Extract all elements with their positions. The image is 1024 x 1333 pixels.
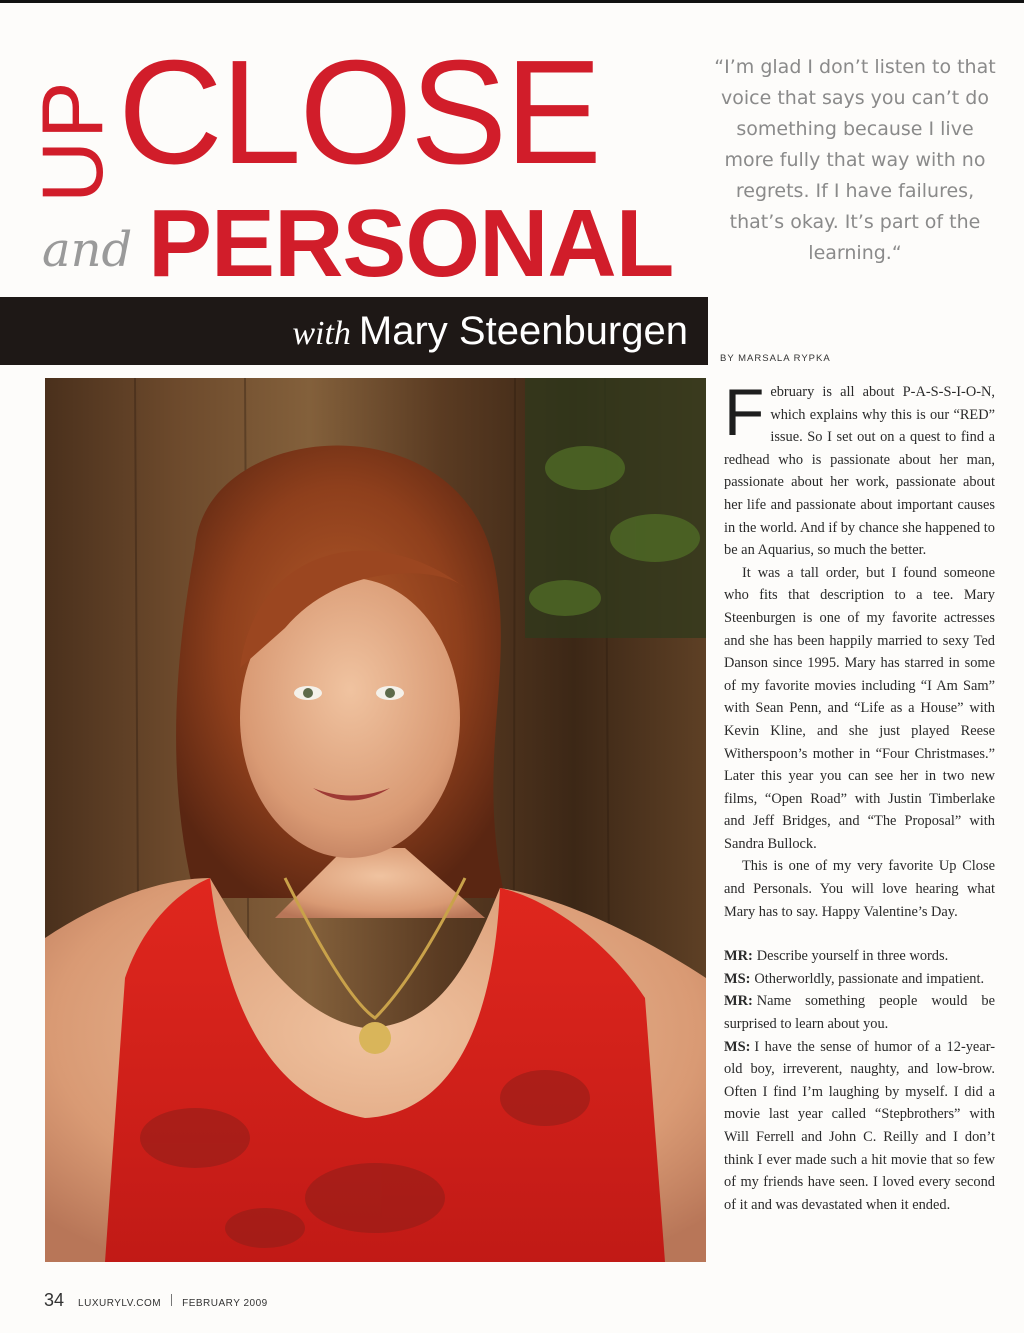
site-url: LUXURYLV.COM xyxy=(78,1298,162,1309)
article-paragraph-1-text: ebruary is all about P-A-S-S-I-O-N, which explains why this is our “RED” issue. So I set out on a quest to find a redhead who is passionate about her man, passionate about her work, passionate about her life and passionate about important causes in the world. And if by chance she happened to be an Aquarius, so much the better. xyxy=(724,384,995,559)
interview-qa xyxy=(724,945,995,1216)
qa-text: Name something people would be surprised to learn about you. xyxy=(724,993,995,1033)
qa-speaker: MR: xyxy=(724,993,753,1010)
qa-speaker: MS: xyxy=(724,1038,751,1055)
article-body xyxy=(724,375,995,1216)
footer-divider xyxy=(171,1294,172,1306)
qa-text: I have the sense of humor of a 12-year-old boy, irreverent, naughty, and low-brow. Often I find I’m laughing by myself. I did a movie last year called “Stepbrothers” with Will Ferrell and John C. Reilly and I don’t think I ever made such a hit movie that so few of my friends have seen. I loved every second of it and was devastated when it ended. xyxy=(724,1038,995,1213)
drop-cap: F xyxy=(724,375,765,449)
title-close: CLOSE xyxy=(118,30,600,195)
banner-text xyxy=(292,305,688,360)
byline: BY MARSALA RYPKA xyxy=(720,353,831,364)
qa-speaker: MR: xyxy=(724,948,753,965)
qa-text: Otherworldly, passionate and impatient. xyxy=(754,970,985,987)
banner-with: with xyxy=(292,315,351,352)
qa-line xyxy=(724,990,995,1035)
title-up: UP xyxy=(25,79,121,203)
issue-date: FEBRUARY 2009 xyxy=(182,1298,268,1309)
title-and: and xyxy=(42,222,133,278)
banner-name: Mary Steenburgen xyxy=(358,309,688,353)
qa-line xyxy=(724,1036,995,1217)
article-paragraph-1 xyxy=(724,375,995,562)
page-footer xyxy=(44,1290,268,1311)
pull-quote: “I’m glad I don’t listen to that voice that says you can’t do something because I live more fully that way with no regrets. If I have failures, that’s okay. It’s part of the learning.“ xyxy=(714,56,996,264)
qa-line xyxy=(724,968,995,991)
top-rule xyxy=(0,0,1024,3)
page-number: 34 xyxy=(44,1290,65,1310)
portrait-illustration xyxy=(45,378,706,1262)
qa-text: Describe yourself in three words. xyxy=(756,948,949,965)
qa-line xyxy=(724,945,995,968)
title-personal: PERSONAL xyxy=(148,190,674,297)
portrait-photo xyxy=(45,378,706,1262)
name-banner xyxy=(0,297,708,365)
article-paragraph-2: It was a tall order, but I found someone who fits that description to a tee. Mary Steenburgen is one of my favorite actresses and she has been happily married to sexy Ted Danson since 1995. Mary has starred in some of my favorite movies including “I Am Sam” with Sean Penn, and “Life as a House” with Kevin Kline, and she just played Reese Witherspoon’s mother in “Four Christmases.” Later this year you can see her in two new films, “Open Road” with Justin Timberlake and Jeff Bridges, and “The Proposal” with Sandra Bullock. xyxy=(724,564,995,852)
qa-speaker: MS: xyxy=(724,970,751,987)
article-paragraph-3: This is one of my very favorite Up Close and Personals. You will love hearing what Mary has to say. Happy Valentine’s Day. xyxy=(724,858,995,920)
